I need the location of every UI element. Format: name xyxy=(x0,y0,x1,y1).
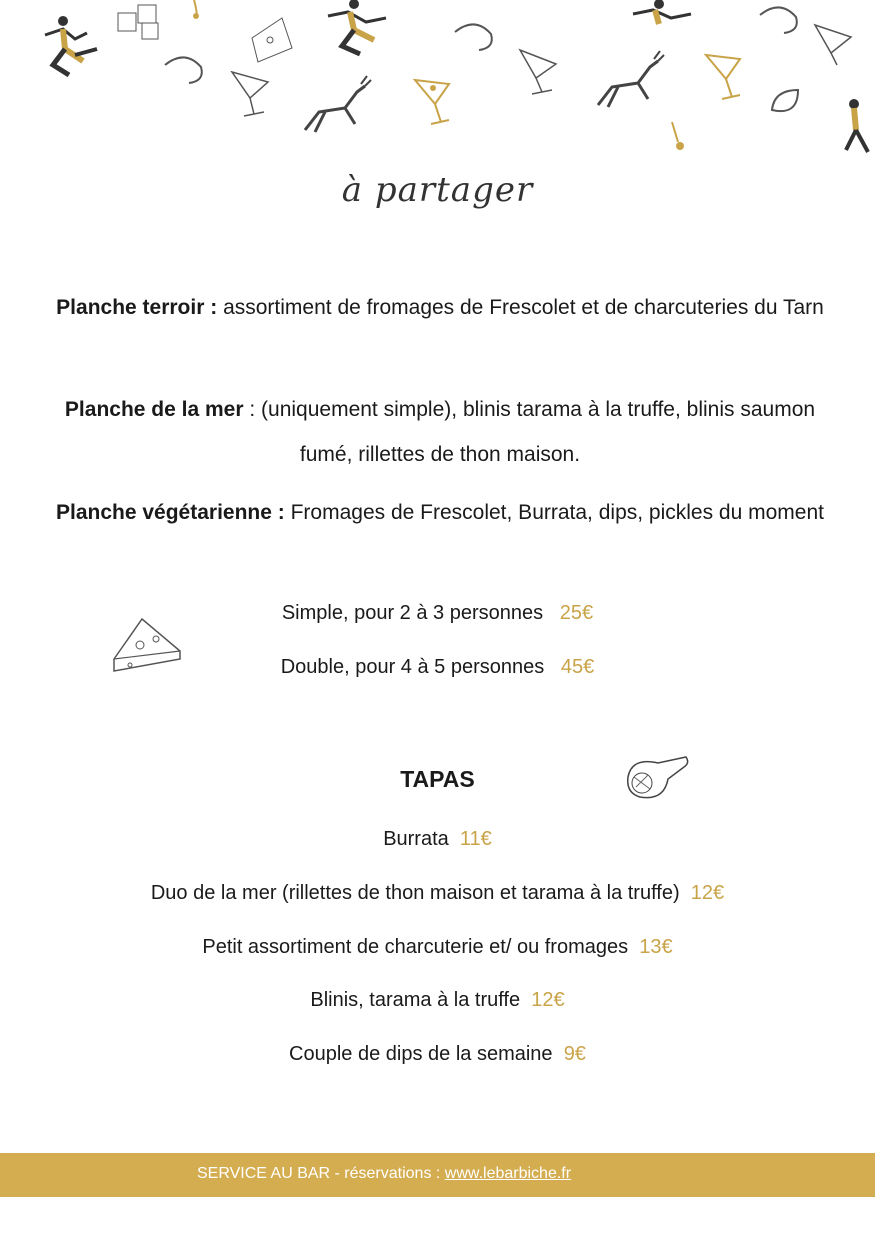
tapas-label: Petit assortiment de charcuterie et/ ou fromages xyxy=(202,936,629,958)
website-link[interactable]: www.lebarbiche.fr xyxy=(444,1165,572,1182)
planche-de-la-mer xyxy=(50,387,830,477)
shrimp-icon xyxy=(760,7,797,33)
page-title: à partager xyxy=(341,170,534,210)
footer-bar xyxy=(0,1153,875,1197)
header-illustrations xyxy=(0,0,875,170)
tapas-label: Blinis, tarama à la truffe xyxy=(310,989,521,1011)
tapas-label: Couple de dips de la semaine xyxy=(289,1043,553,1065)
shrimp-icon xyxy=(455,24,492,50)
cheese-wedge-icon xyxy=(252,18,292,62)
deer-icon xyxy=(598,51,664,107)
tapas-label: Duo de la mer (rillettes de thon maison et tarama à la truffe) xyxy=(150,882,680,904)
dancer-icon xyxy=(633,0,691,24)
cocktail-glass-icon xyxy=(415,80,449,124)
dancer-icon xyxy=(846,99,868,152)
shrimp-icon xyxy=(165,57,202,83)
deer-icon xyxy=(305,76,371,132)
ham-leg-icon xyxy=(624,755,692,803)
planche-terroir xyxy=(50,285,830,330)
tapas-price: 11€ xyxy=(459,828,492,850)
cheese-wedge-icon xyxy=(110,615,184,677)
tapas-price: 9€ xyxy=(563,1043,586,1065)
cocktail-glass-icon xyxy=(706,55,740,99)
tapas-item xyxy=(0,989,875,1012)
planche-description: assortiment de fromages de Frescolet et de charcuteries du Tarn xyxy=(217,296,824,319)
dancer-icon xyxy=(328,0,386,54)
planche-description: : (uniquement simple), blinis tarama à la truffe, blinis saumon fumé, rillettes de thon maison. xyxy=(243,398,816,466)
format-label: Simple, pour 2 à 3 personnes xyxy=(281,602,544,624)
tapas-heading: TAPAS xyxy=(400,766,475,792)
format-price: 25€ xyxy=(559,602,594,624)
cocktail-glass-icon xyxy=(815,25,851,65)
footer-text xyxy=(197,1165,571,1183)
planche-name: Planche terroir : xyxy=(56,296,218,319)
tapas-price: 12€ xyxy=(690,882,725,904)
tapas-price: 13€ xyxy=(639,936,673,958)
cocktail-glass-icon xyxy=(520,50,556,94)
format-label: Double, pour 4 à 5 personnes xyxy=(280,656,545,678)
tapas-item xyxy=(0,882,875,905)
ice-cubes-icon xyxy=(118,5,158,39)
tapas-item xyxy=(0,936,875,959)
tapas-item xyxy=(0,1043,875,1066)
cherry-icon xyxy=(672,122,684,150)
planche-vegetarienne xyxy=(50,490,830,535)
cocktail-glass-icon xyxy=(193,0,199,19)
planche-description: Fromages de Frescolet, Burrata, dips, pickles du moment xyxy=(284,501,824,524)
tapas-item xyxy=(0,828,875,851)
planche-name: Planche de la mer xyxy=(64,398,244,421)
dancer-icon xyxy=(45,16,97,75)
format-price: 45€ xyxy=(560,656,595,678)
tapas-label: Burrata xyxy=(383,828,449,850)
lemon-slice-icon xyxy=(772,90,798,111)
planche-name: Planche végétarienne : xyxy=(56,501,285,524)
tapas-price: 12€ xyxy=(531,989,565,1011)
cocktail-glass-icon xyxy=(232,72,268,116)
footer-label: SERVICE AU BAR - réservations : xyxy=(197,1165,445,1182)
